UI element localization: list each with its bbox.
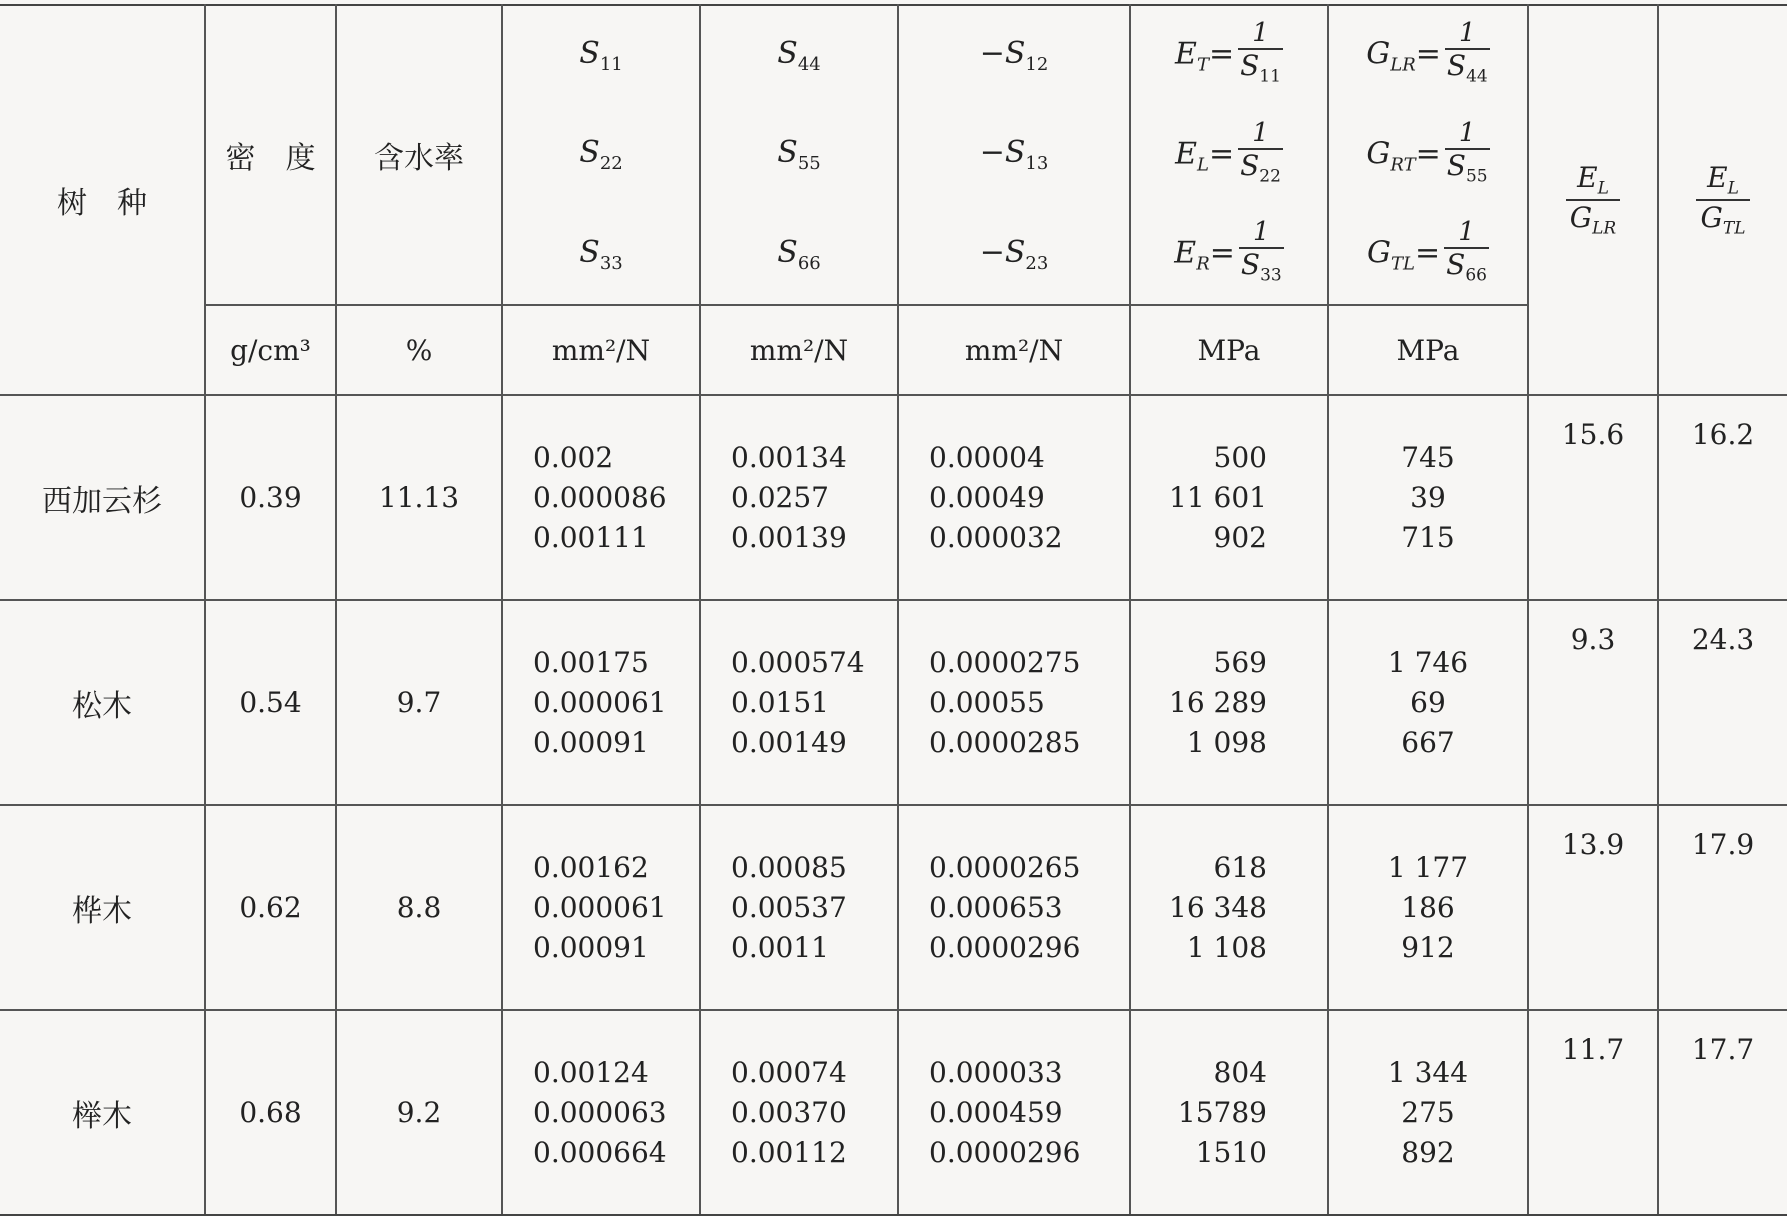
value: 11 601 xyxy=(1169,480,1267,514)
value-stack xyxy=(503,1056,699,1170)
cell-e xyxy=(1130,600,1328,805)
value: 0.000061 xyxy=(533,890,667,924)
value: 0.0000285 xyxy=(929,725,1081,759)
header-symbol: $-S_{23}$ xyxy=(979,234,1049,274)
moisture-value: 9.7 xyxy=(336,600,502,805)
ratio-el-gtl-value: 24.3 xyxy=(1658,600,1787,805)
species-name: 松木 xyxy=(0,600,205,805)
value: 0.00091 xyxy=(533,725,649,759)
cell-g xyxy=(1328,805,1528,1010)
value: 0.0011 xyxy=(731,930,829,964)
value: 15789 xyxy=(1177,1095,1267,1129)
value: 1 746 xyxy=(1387,645,1469,679)
header-e-formula: $E_R=$ $\frac{1}{S_{33}}$ xyxy=(1131,217,1327,292)
value: 0.0000296 xyxy=(929,930,1081,964)
cell-s2 xyxy=(700,600,898,805)
moisture-value: 11.13 xyxy=(336,395,502,600)
header-species xyxy=(0,5,205,395)
header-symbol: $S_{33}$ xyxy=(579,234,623,274)
value: 0.00149 xyxy=(731,725,847,759)
unit-s2: mm²/N xyxy=(700,305,898,395)
value: 0.00049 xyxy=(929,480,1045,514)
wood-elastic-constants-table xyxy=(0,4,1787,1216)
ratio-el-glr-value: 11.7 xyxy=(1528,1010,1658,1215)
table-row xyxy=(0,395,1787,600)
value-stack xyxy=(899,1056,1129,1170)
value: 0.00004 xyxy=(929,440,1045,474)
unit-s3: mm²/N xyxy=(898,305,1130,395)
value: 186 xyxy=(1401,890,1455,924)
value-stack xyxy=(1329,441,1527,555)
value-stack xyxy=(701,441,897,555)
value: 0.000459 xyxy=(929,1095,1063,1129)
header-density-text: 密 度 xyxy=(225,141,316,176)
header-density xyxy=(205,5,336,305)
density-value: 0.68 xyxy=(205,1010,336,1215)
value-stack xyxy=(899,646,1129,760)
value: 0.000032 xyxy=(929,520,1063,554)
header-species-text: 树 种 xyxy=(57,186,147,221)
value: 275 xyxy=(1401,1095,1455,1129)
value: 1 344 xyxy=(1387,1055,1469,1089)
cell-s2 xyxy=(700,1010,898,1215)
value-stack xyxy=(503,441,699,555)
value: 0.000033 xyxy=(929,1055,1063,1089)
header-g-formula: $G_{TL}=$ $\frac{1}{S_{66}}$ xyxy=(1329,217,1527,292)
value-stack xyxy=(899,851,1129,965)
value: 569 xyxy=(1213,645,1267,679)
header-ratio-el-glr: $E_L$ $G_{LR}$ xyxy=(1528,5,1658,395)
value-stack xyxy=(1131,851,1327,965)
ratio-el-gtl-value: 17.7 xyxy=(1658,1010,1787,1215)
cell-e xyxy=(1130,805,1328,1010)
value-stack xyxy=(1329,1056,1527,1170)
cell-s2 xyxy=(700,805,898,1010)
header-symbol: $-S_{12}$ xyxy=(979,36,1049,76)
header-ratio-el-gtl: $E_L$ $G_{TL}$ xyxy=(1658,5,1787,395)
value: 0.00074 xyxy=(731,1055,847,1089)
ratio-el-gtl-value: 17.9 xyxy=(1658,805,1787,1010)
value: 0.00124 xyxy=(533,1055,649,1089)
ratio-el-gtl-value: 16.2 xyxy=(1658,395,1787,600)
value: 1510 xyxy=(1195,1135,1267,1169)
value: 0.0151 xyxy=(731,685,829,719)
header-moisture xyxy=(336,5,502,305)
density-value: 0.62 xyxy=(205,805,336,1010)
density-value: 0.54 xyxy=(205,600,336,805)
value-stack xyxy=(899,441,1129,555)
value: 0.000061 xyxy=(533,685,667,719)
value: 0.000086 xyxy=(533,480,667,514)
header-g-formula: $G_{RT}=$ $\frac{1}{S_{55}}$ xyxy=(1329,118,1527,193)
value-stack xyxy=(1131,646,1327,760)
value-stack xyxy=(1131,1056,1327,1170)
cell-g xyxy=(1328,1010,1528,1215)
cell-s3 xyxy=(898,395,1130,600)
header-g-formula: $G_{LR}=$ $\frac{1}{S_{44}}$ xyxy=(1329,18,1527,93)
value: 16 348 xyxy=(1169,890,1267,924)
cell-s1 xyxy=(502,600,700,805)
cell-s1 xyxy=(502,1010,700,1215)
value: 0.00085 xyxy=(731,850,847,884)
value-stack xyxy=(503,851,699,965)
header-s-col2 xyxy=(700,5,898,305)
header-moisture-text: 含水率 xyxy=(374,141,464,176)
species-name: 桦木 xyxy=(0,805,205,1010)
value: 0.00175 xyxy=(533,645,649,679)
cell-e xyxy=(1130,1010,1328,1215)
species-name: 榉木 xyxy=(0,1010,205,1215)
value: 0.0000296 xyxy=(929,1135,1081,1169)
header-symbol: $S_{66}$ xyxy=(777,234,821,274)
unit-s1: mm²/N xyxy=(502,305,700,395)
density-value: 0.39 xyxy=(205,395,336,600)
value: 0.00537 xyxy=(731,890,847,924)
value: 0.002 xyxy=(533,440,614,474)
header-symbol: $S_{44}$ xyxy=(777,36,821,76)
header-e-formula: $E_T=$ $\frac{1}{S_{11}}$ xyxy=(1131,18,1327,93)
header-symbol: $S_{55}$ xyxy=(777,135,821,175)
moisture-value: 9.2 xyxy=(336,1010,502,1215)
value: 912 xyxy=(1401,930,1455,964)
header-s-col1 xyxy=(502,5,700,305)
species-name: 西加云杉 xyxy=(0,395,205,600)
value: 0.00134 xyxy=(731,440,847,474)
value: 1 177 xyxy=(1387,850,1469,884)
value: 0.0000265 xyxy=(929,850,1081,884)
header-symbol: $S_{11}$ xyxy=(579,36,623,76)
value: 0.000653 xyxy=(929,890,1063,924)
value: 667 xyxy=(1401,725,1455,759)
table-row xyxy=(0,600,1787,805)
header-row xyxy=(0,5,1787,305)
header-symbol: $S_{22}$ xyxy=(579,135,623,175)
value-stack xyxy=(1329,851,1527,965)
header-g-col xyxy=(1328,5,1528,305)
value: 0.00111 xyxy=(533,520,649,554)
value: 1 108 xyxy=(1186,930,1267,964)
cell-s1 xyxy=(502,395,700,600)
value: 745 xyxy=(1401,440,1455,474)
header-e-col xyxy=(1130,5,1328,305)
moisture-value: 8.8 xyxy=(336,805,502,1010)
ratio-el-glr-value: 9.3 xyxy=(1528,600,1658,805)
cell-s1 xyxy=(502,805,700,1010)
cell-s3 xyxy=(898,600,1130,805)
header-e-formula: $E_L=$ $\frac{1}{S_{22}}$ xyxy=(1131,118,1327,193)
cell-s2 xyxy=(700,395,898,600)
cell-s3 xyxy=(898,805,1130,1010)
value: 1 098 xyxy=(1186,725,1267,759)
value: 0.000574 xyxy=(731,645,865,679)
unit-density: g/cm³ xyxy=(205,305,336,395)
header-symbol: $-S_{13}$ xyxy=(979,135,1049,175)
value-stack xyxy=(701,1056,897,1170)
value: 39 xyxy=(1410,480,1446,514)
value: 16 289 xyxy=(1169,685,1267,719)
value-stack xyxy=(503,646,699,760)
value: 0.000063 xyxy=(533,1095,667,1129)
value: 892 xyxy=(1401,1135,1455,1169)
value: 0.00055 xyxy=(929,685,1045,719)
cell-e xyxy=(1130,395,1328,600)
value: 0.00112 xyxy=(731,1135,847,1169)
value: 902 xyxy=(1213,520,1267,554)
value: 715 xyxy=(1401,520,1455,554)
header-s-col3 xyxy=(898,5,1130,305)
value: 618 xyxy=(1213,850,1267,884)
value-stack xyxy=(1131,441,1327,555)
value: 0.00091 xyxy=(533,930,649,964)
table-row xyxy=(0,1010,1787,1215)
value: 69 xyxy=(1410,685,1446,719)
value-stack xyxy=(701,646,897,760)
unit-g: MPa xyxy=(1328,305,1528,395)
cell-g xyxy=(1328,395,1528,600)
table-row xyxy=(0,805,1787,1010)
value: 0.000664 xyxy=(533,1135,667,1169)
ratio-el-glr-value: 13.9 xyxy=(1528,805,1658,1010)
value: 0.00139 xyxy=(731,520,847,554)
ratio-el-glr-value: 15.6 xyxy=(1528,395,1658,600)
value: 0.00370 xyxy=(731,1095,847,1129)
cell-s3 xyxy=(898,1010,1130,1215)
unit-e: MPa xyxy=(1130,305,1328,395)
units-row xyxy=(0,305,1787,395)
value-stack xyxy=(1329,646,1527,760)
value: 500 xyxy=(1213,440,1267,474)
value: 0.00162 xyxy=(533,850,649,884)
unit-moisture: % xyxy=(336,305,502,395)
value: 0.0257 xyxy=(731,480,829,514)
value-stack xyxy=(701,851,897,965)
value: 0.0000275 xyxy=(929,645,1081,679)
cell-g xyxy=(1328,600,1528,805)
value: 804 xyxy=(1213,1055,1267,1089)
